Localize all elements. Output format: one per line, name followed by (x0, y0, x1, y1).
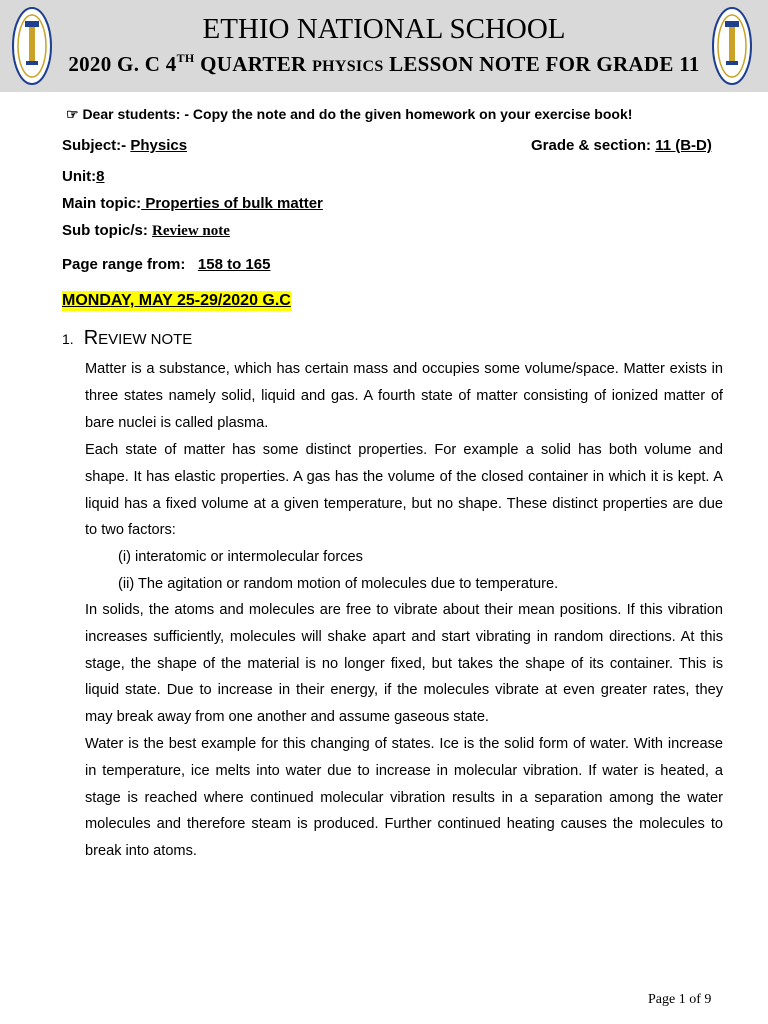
paragraph-3: In solids, the atoms and molecules are free to vibrate about their mean positions. If this vibration increases sufficiently, molecules will shake apart and start vibrating in random directions. At this stage, the shape of the material is no longer fixed, but takes the shape of its container. This is liquid state. Due to increase in their energy, if the molecules vibrate at even greater rates, they may break away from one another and assume gaseous state. (85, 602, 723, 726)
subtitle-subject: PHYSICS (312, 58, 384, 75)
subtitle-sup: TH (176, 51, 195, 65)
main-topic-label: Main topic: (62, 195, 142, 212)
section-title-rest: EVIEW NOTE (98, 331, 193, 348)
school-logo-right (712, 7, 752, 85)
grade-row (531, 137, 712, 154)
lesson-subtitle (0, 51, 768, 80)
main-topic-row (62, 195, 323, 212)
section-heading (62, 327, 192, 350)
grade-label: Grade & section: (531, 137, 652, 154)
date-heading: MONDAY, MAY 25-29/2020 G.C (62, 292, 291, 309)
list-item-1: (i) interatomic or intermolecular forces (118, 549, 363, 565)
section-number: 1. (62, 331, 74, 347)
page-range-label: Page range from: (62, 256, 186, 273)
paragraph-4: Water is the best example for this changing of states. Ice is the solid form of water. With increase in temperature, ice melts into water due to increase in molecular vibration. If water is heated, a stage is reached where continued molecular vibration results in a separation among the water molecules and therefore steam is produced. Further continued heating causes the molecules to break into atoms. (85, 736, 723, 860)
paragraph-2: Each state of matter has some distinct properties. For example a solid has both volume and shape. It has elastic properties. A gas has the volume of the closed container in which it is kept. A liquid has a fixed volume at a given temperature, but no shape. These distinct properties are due to two factors: (85, 442, 723, 539)
unit-row (62, 168, 105, 185)
unit-label: Unit: (62, 168, 97, 185)
page-range-value: 158 to 165 (197, 256, 271, 273)
page-number: Page 1 of 9 (648, 992, 712, 1007)
section-title-first: R (83, 327, 99, 349)
list-item-2: (ii) The agitation or random motion of molecules due to temperature. (118, 576, 559, 592)
paragraph-1: Matter is a substance, which has certain mass and occupies some volume/space. Matter exists in three states namely solid, liquid and gas. A fourth state of matter consisting of ionized matter of bare nuclei is called plasma. (85, 361, 723, 431)
sub-topic-label: Sub topic/s: (62, 222, 148, 239)
subject-row (62, 137, 187, 154)
page-range-row (62, 256, 270, 273)
header-banner (0, 0, 768, 92)
subtitle-rest: LESSON NOTE FOR GRADE 11 (383, 52, 700, 76)
instruction-line: ☞ Dear students: - Copy the note and do the given homework on your exercise book! (66, 106, 633, 122)
school-name: ETHIO NATIONAL SCHOOL (202, 13, 566, 45)
subject-label: Subject:- (62, 137, 127, 154)
main-topic-value: Properties of bulk matter (141, 195, 323, 212)
grade-value: 11 (B-D) (655, 137, 712, 154)
unit-value: 8 (96, 168, 105, 185)
subtitle-quarter: QUARTER (194, 52, 313, 76)
sub-topic-row (62, 222, 230, 240)
subject-value: Physics (130, 137, 188, 154)
sub-topic-value: Review note (152, 223, 230, 239)
subtitle-year: 2020 G. C 4 (68, 52, 177, 76)
